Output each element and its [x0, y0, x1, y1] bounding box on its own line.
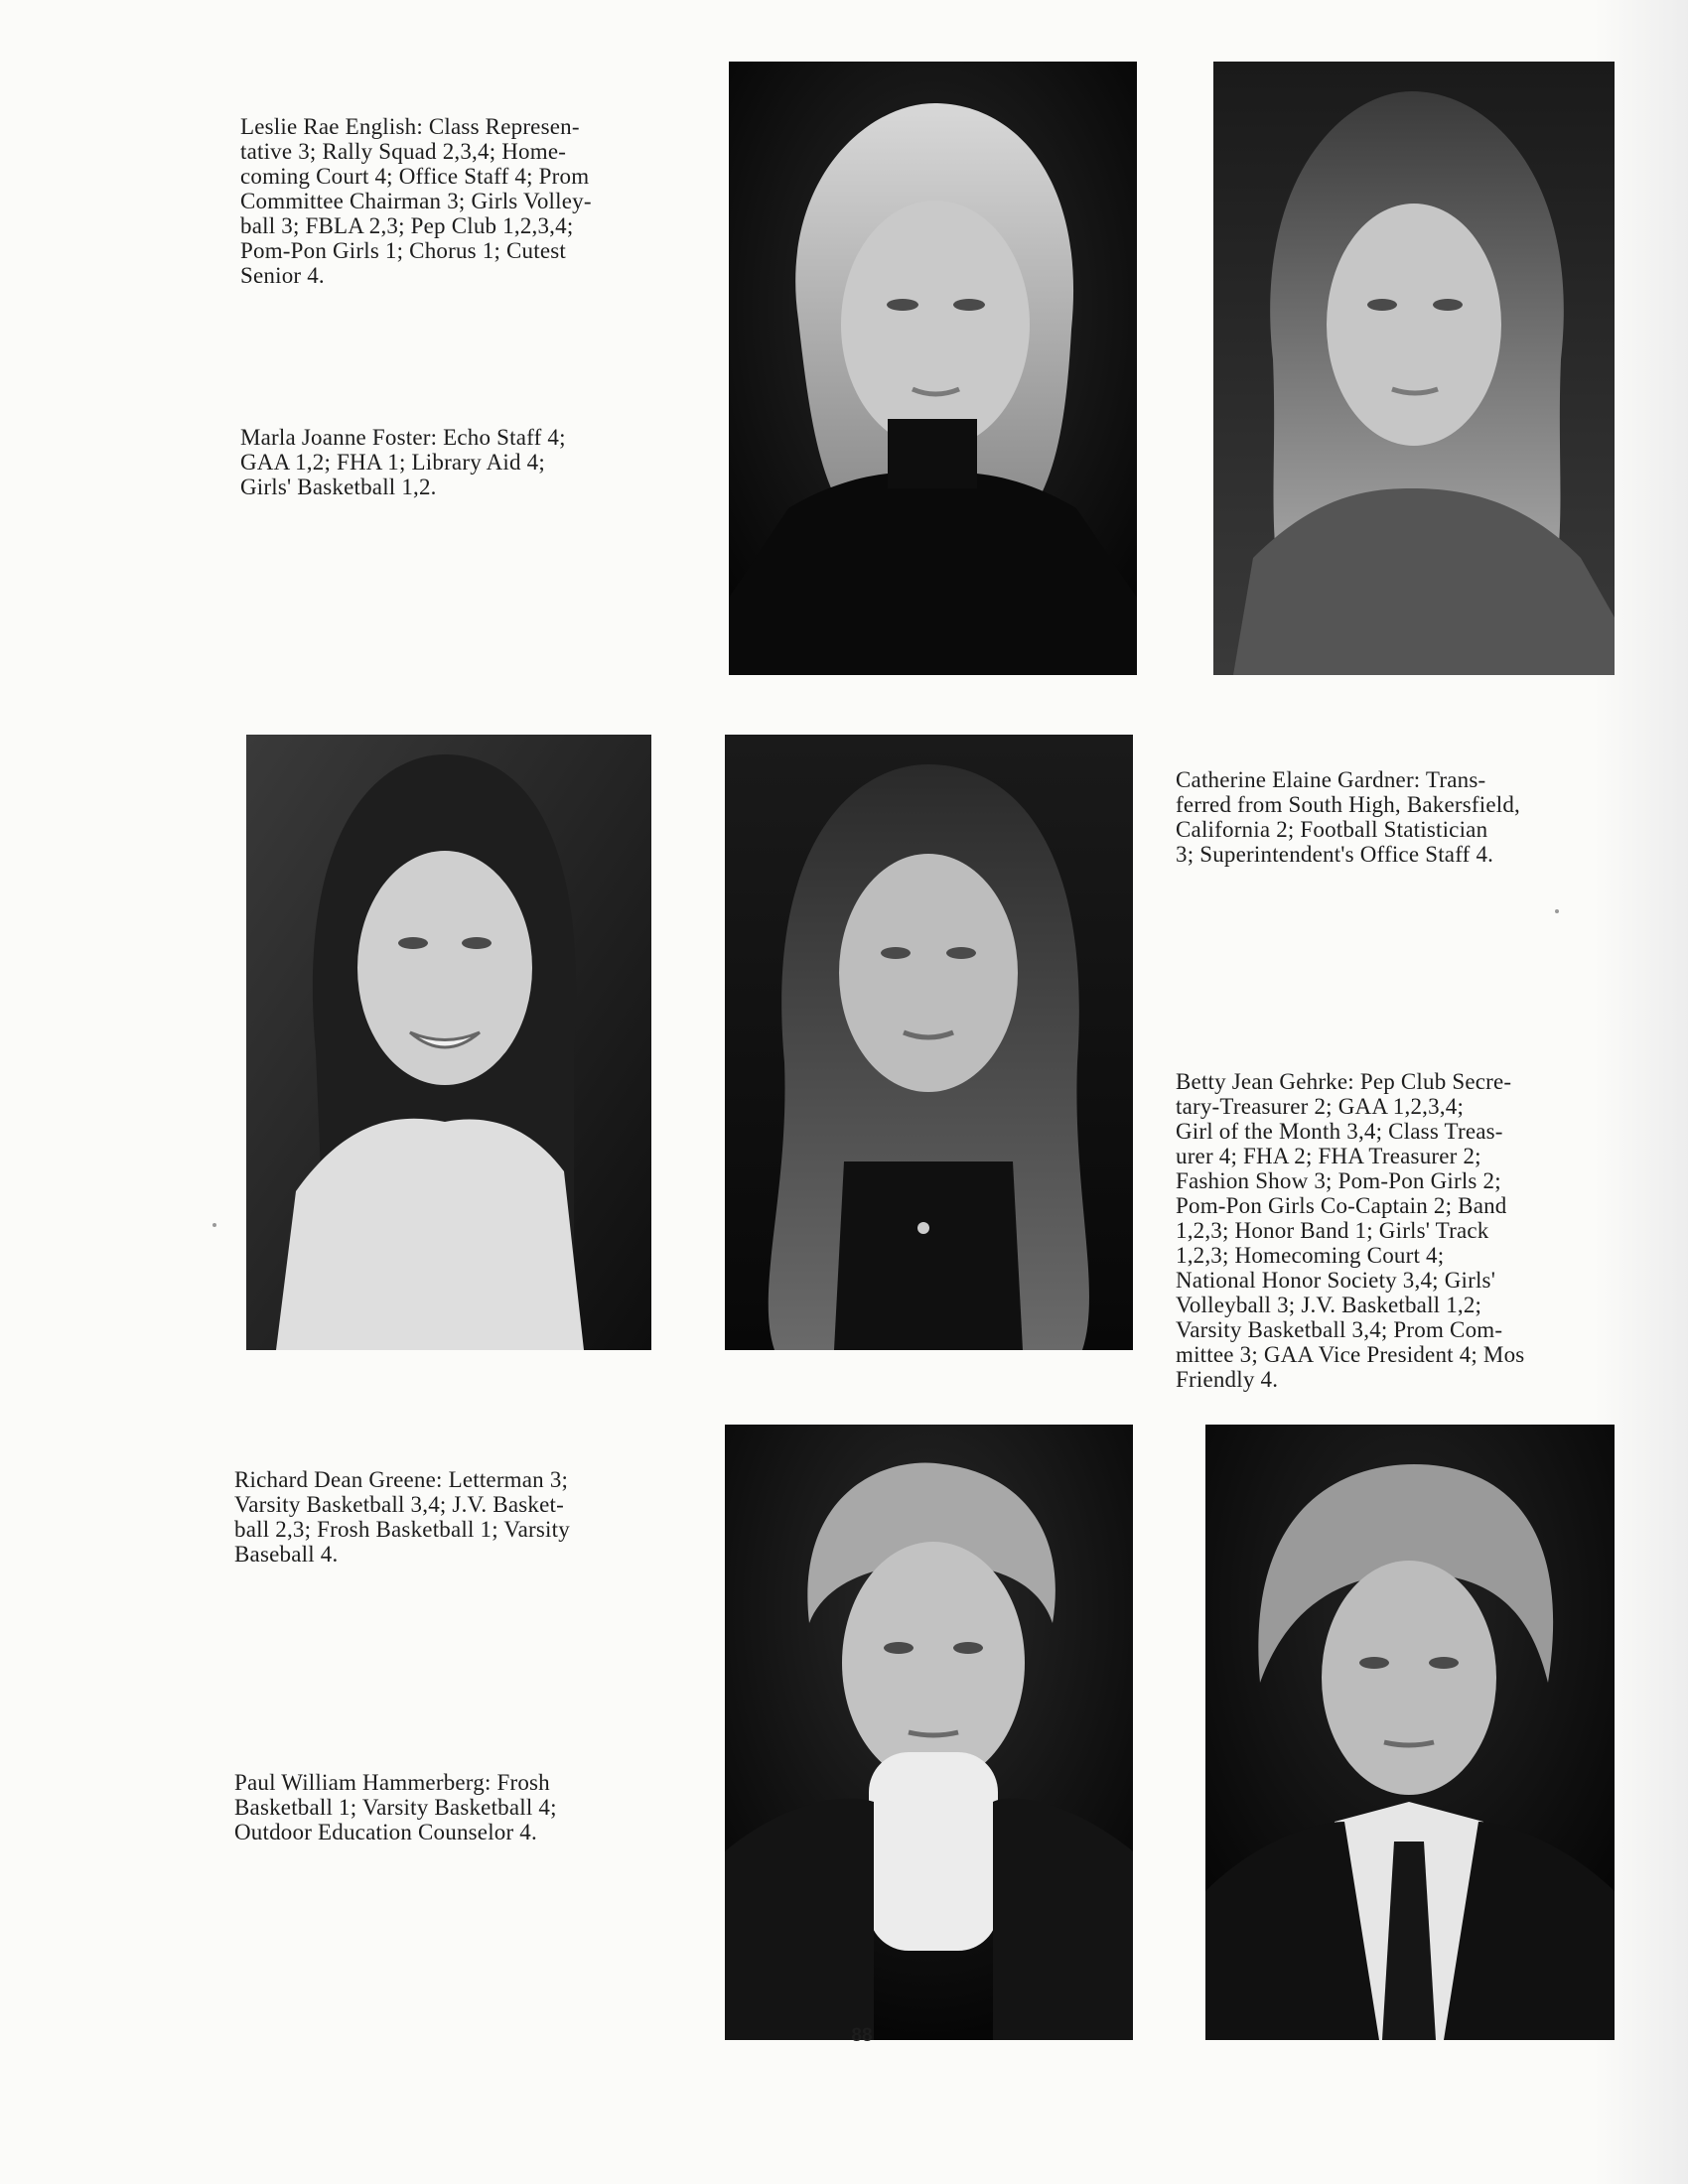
bio-betty-gehrke: Betty Jean Gehrke: Pep Club Secre- tary-Treasurer 2; GAA 1,2,3,4; Girl of the Month 3,4; Class Treas- urer 4; FHA 2; FHA Treasurer 2; Fashion Show 3; Pom-Pon Girls 2; Pom-Pon Girls Co-Captain 2; Band 1,2,3; Honor Band 1; Girls' Track 1,2,3; Homecoming Court 4; National Honor Society 3,4; Girls' Volleyball 3; J.V. Basketball 1,2; Varsity Basketball 3,4; Prom Com- mittee 3; GAA Vice President 4; Mos Friendly 4. — [1176, 1069, 1525, 1392]
bio-marla-foster: Marla Joanne Foster: Echo Staff 4; GAA 1,2; FHA 1; Library Aid 4; Girls' Basketball 1,2. — [240, 425, 566, 499]
page-number: 88 — [851, 2025, 873, 2046]
portrait-photo-girl-dark-top-necklace — [725, 735, 1133, 1350]
print-speck — [1555, 909, 1559, 913]
portrait-photo-smiling-girl-floral-blouse — [246, 735, 651, 1350]
portrait-photo-blonde-girl — [729, 62, 1137, 675]
portrait-photo-boy-white-turtleneck — [725, 1425, 1133, 2040]
print-speck — [212, 1223, 216, 1227]
bio-catherine-gardner: Catherine Elaine Gardner: Trans- ferred from South High, Bakersfield, California 2; Football Statistician 3; Superintendent's Office Staff 4. — [1176, 767, 1521, 867]
bio-richard-greene: Richard Dean Greene: Letterman 3; Varsity Basketball 3,4; J.V. Basket- ball 2,3; Frosh Basketball 1; Varsity Baseball 4. — [234, 1467, 570, 1567]
portrait-photo-long-hair-girl — [1213, 62, 1615, 675]
bio-paul-hammerberg: Paul William Hammerberg: Frosh Basketball 1; Varsity Basketball 4; Outdoor Education Counselor 4. — [234, 1770, 557, 1844]
portrait-photo-boy-suit-tie — [1205, 1425, 1615, 2040]
bio-leslie-english: Leslie Rae English: Class Represen- tative 3; Rally Squad 2,3,4; Home- coming Court 4; Office Staff 4; Prom Committee Chairman 3; Girls Volley- ball 3; FBLA 2,3; Pep Club 1,2,3,4; Pom-Pon Girls 1; Chorus 1; Cutest Senior 4. — [240, 114, 592, 288]
